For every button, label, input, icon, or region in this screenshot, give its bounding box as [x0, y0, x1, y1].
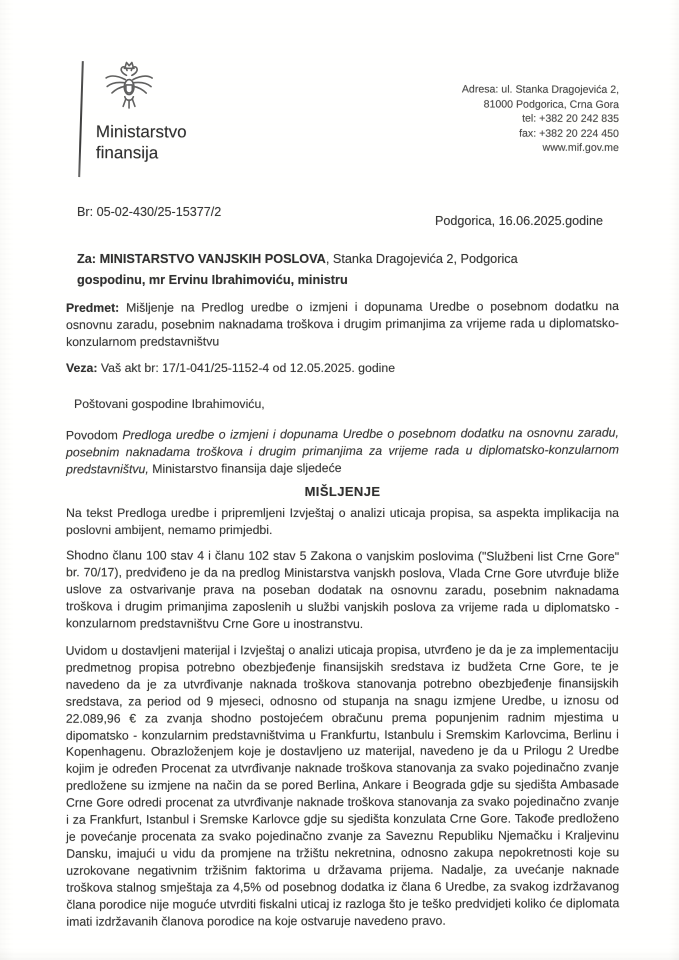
recipient-address: , Stanka Dragojevića 2, Podgorica — [325, 252, 518, 266]
reference-number: Br: 05-02-430/25-15377/2 — [77, 205, 222, 219]
subject-label: Predmet: — [65, 300, 127, 315]
scan-fold-line — [78, 61, 84, 177]
body-paragraph-1: Na tekst Predloga uredbe i pripremljeni Izvještaj o analizi uticaja propisa, sa aspekta implikacija na poslovni ambijent, nemamo primjedbi. — [66, 506, 619, 538]
opinion-heading: MIŠLJENJE — [304, 484, 381, 500]
coat-of-arms-eagle-icon — [102, 59, 156, 119]
address-line: 81000 Podgorica, Crna Gora — [483, 98, 620, 111]
ministry-logo-group — [66, 59, 187, 164]
letterhead — [66, 59, 619, 179]
intro-prefix: Povodom — [65, 427, 123, 442]
za-label: Za: — [77, 252, 100, 266]
salutation: Poštovani gospodine Ibrahimoviću, — [74, 396, 265, 411]
ministry-name-line2: finansija — [95, 143, 159, 163]
veza-line — [66, 360, 619, 377]
body-paragraph-3: Uvidom u dostavljeni materijal i Izvještaj o analizi uticaja propisa, utvrđeno je da je za implementaciju predmetnog propisa potrebno obezbjeđenje finansijskih sredstava iz budžeta Crne Gore, te je navedeno da je za utvrđivanje naknada troškova stanovanja potrebno obezbjeđenje finansijskih sredstava, za period od 9 mjeseci, odnosno od stupanja na snagu izmjene Uredbe, u iznosu od 22.089,96 € za zvanja shodno postojećem obračunu prema popunjenim radnim mjestima u dipomatsko - konzularnim predstavništvima u Frankfurtu, Istanbulu i Sremskim Karlovcima, Berlinu i Kopenhagenu. Obrazloženjem koje je dostavljeno uz materijal, navedeno je da u Prilogu 2 Uredbe kojim je određen Procenat za utvrđivanje naknade troškova stanovanja za svako pojedinačno zvanje predložene su izmjene na način da se pored Berlina, Ankare i Beograda gdje su sjedišta Ambasade Crne Gore odredi procenat za utvrđivanje naknade troškova stanovanja za svako pojedinačno zvanje i za Frankfurt, Istanbul i Sremske Karlovce gdje su sjedišta konzulata Crne Gore. Takođe predloženo je povećanje procenata za svako pojedinačno zvanje za Saveznu Republiku Njemačku i Kraljevinu Dansku, imajući u vidu da promjene na tržištu nekretnina, odnosno zakupa nepokretnosti koje su uzrokovane negativnim tržišnim faktorima u državama prijema. Nadalje, za uvećanje naknade troškova stalnog smještaja za 4,5% od posebnog dodatka iz člana 6 Uredbe, za svakog izdržavanog člana porodice nije moguće utvrditi fiskalni uticaj iz razloga što je teško predvidjeti koliko će diplomata imati izdržavanih članova porodice na koje ostvaruje navedeno pravo. — [65, 641, 620, 928]
body-paragraph-2: Shodno članu 100 stav 4 i članu 102 stav 5 Zakona o vanjskim poslovima ("Službeni list Crne Gore" br. 70/17), predviđeno je da na predlog Ministarstva vanjskh poslova, Vlada Crne Gore utvrđuje bliže uslove za ostvarivanje prava na poseban dodatak na osnovnu zaradu, posebnim naknadama troškova i drugim primanjima zaposlenih u službi vanjskih poslova za vrijeme rada u diplomatsko - konzularnom predstavništvu Crne Gore u inostranstvu. — [65, 548, 620, 631]
place-and-date: Podgorica, 16.06.2025.godine — [434, 214, 603, 228]
subject-text: Mišljenje na Predlog uredbe o izmjeni i dopunama Uredbe o posebnom dodatku na osnovnu zaradu, posebnim naknadama troškova i drugim primanjima za vrijeme rada u diplomatsko-konzularnom predstavništvu — [65, 299, 620, 349]
address-line: Adresa: ul. Stanka Dragojevića 2, — [461, 83, 620, 96]
address-line: tel: +382 20 242 835 — [522, 112, 620, 126]
veza-text: Vaš akt br: 17/1-041/25-1152-4 od 12.05.2025. godine — [100, 360, 396, 375]
recipient-organization: MINISTARSTVO VANJSKIH POSLOVA — [99, 252, 326, 266]
ministry-name — [96, 121, 187, 164]
recipient-organization-line — [77, 252, 619, 266]
recipient-block — [77, 252, 619, 287]
intro-suffix: Ministarstvo finansija daje sljedeće — [148, 460, 342, 476]
ministry-name-line1: Ministarstvo — [95, 122, 187, 142]
website-url: www.mif.gov.me — [542, 142, 619, 155]
address-block — [462, 82, 619, 156]
reference-row — [66, 205, 619, 228]
address-line: fax: +382 20 224 450 — [519, 127, 619, 140]
veza-label: Veza: — [66, 360, 101, 375]
intro-paragraph — [66, 424, 619, 478]
subject-paragraph — [66, 298, 619, 351]
recipient-person: gospodinu, mr Ervinu Ibrahimoviću, ministru — [77, 273, 348, 287]
intro-italic-title: Predloga uredbe o izmjeni i dopunama Uredbe o posebnom dodatku na osnovnu zaradu, posebnim naknadama troškova i drugim primanjima za vrijeme rada u diplomatsko-konzularnom predstavništvu, — [65, 425, 620, 476]
